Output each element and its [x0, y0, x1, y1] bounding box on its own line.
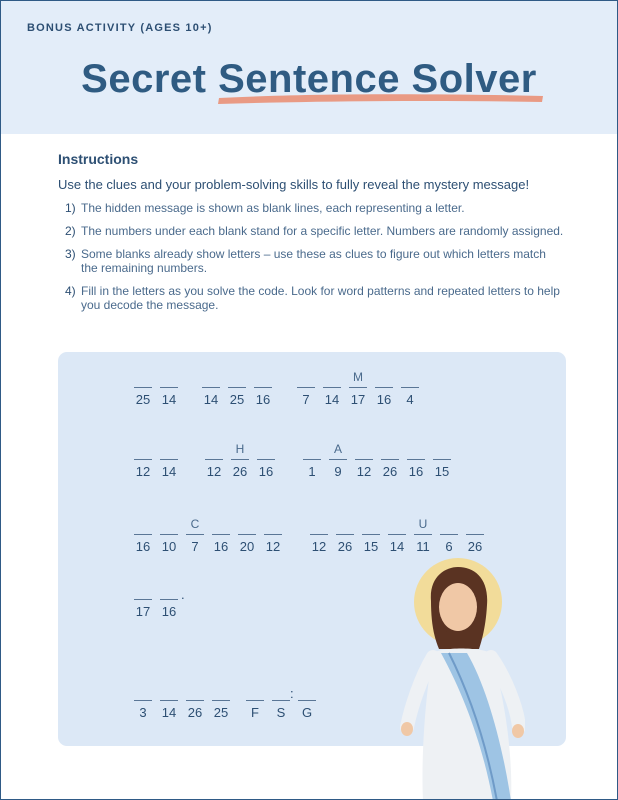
code-number: 16 — [258, 464, 274, 479]
code-number: 25 — [229, 392, 245, 407]
blank-line — [362, 534, 380, 535]
blank-line — [134, 459, 152, 460]
blank-line — [297, 387, 315, 388]
blank-line — [134, 700, 152, 701]
code-number: 15 — [434, 464, 450, 479]
code-number: 7 — [191, 539, 199, 554]
blank-line — [228, 387, 246, 388]
blank-line — [134, 534, 152, 535]
code-number: 12 — [135, 464, 151, 479]
blank-line — [160, 459, 178, 460]
blank-line — [231, 459, 249, 460]
blank-line — [134, 599, 152, 600]
code-number: 15 — [363, 539, 379, 554]
blank-line — [238, 534, 256, 535]
code-number: F — [251, 705, 259, 720]
jesus-illustration-icon — [395, 557, 525, 800]
code-number: 26 — [382, 464, 398, 479]
blank-line — [466, 534, 484, 535]
code-number: 7 — [302, 392, 310, 407]
revealed-letter: A — [333, 442, 342, 456]
code-number: 16 — [135, 539, 151, 554]
code-number: 16 — [376, 392, 392, 407]
code-number: 26 — [337, 539, 353, 554]
code-number: 3 — [139, 705, 147, 720]
code-number: 26 — [232, 464, 248, 479]
blank-line — [264, 534, 282, 535]
code-number: 26 — [187, 705, 203, 720]
blank-line — [272, 700, 290, 701]
instruction-step: 1) The hidden message is shown as blank lines, each representing a letter. — [65, 201, 465, 215]
blank-line — [246, 700, 264, 701]
code-number: 12 — [265, 539, 281, 554]
period-mark: . — [181, 587, 185, 602]
code-number: 11 — [416, 539, 430, 554]
blank-line — [401, 387, 419, 388]
code-number: 16 — [408, 464, 424, 479]
blank-line — [186, 700, 204, 701]
instruction-step: 2) The numbers under each blank stand for a specific letter. Numbers are randomly assigned. — [65, 224, 564, 238]
instructions-heading: Instructions — [58, 151, 139, 167]
revealed-letter: C — [190, 517, 200, 531]
blank-line — [303, 459, 321, 460]
code-number: 17 — [135, 604, 151, 619]
blank-line — [134, 387, 152, 388]
blank-line — [254, 387, 272, 388]
code-number: 14 — [389, 539, 405, 554]
blank-line — [381, 459, 399, 460]
blank-line — [160, 534, 178, 535]
blank-line — [433, 459, 451, 460]
instruction-step: 4) Fill in the letters as you solve the code. Look for word patterns and repeated letters to help you decode the message. — [65, 284, 560, 312]
revealed-letter: M — [353, 370, 363, 384]
blank-line — [160, 387, 178, 388]
code-number: 25 — [213, 705, 229, 720]
blank-line — [298, 700, 316, 701]
blank-line — [407, 459, 425, 460]
code-number: 20 — [239, 539, 255, 554]
code-number: S — [276, 705, 286, 720]
blank-line — [375, 387, 393, 388]
code-number: 9 — [334, 464, 342, 479]
revealed-letter: H — [235, 442, 245, 456]
code-number: 14 — [161, 464, 177, 479]
code-number: 26 — [467, 539, 483, 554]
code-number: 12 — [356, 464, 372, 479]
blank-line — [212, 700, 230, 701]
instructions-intro: Use the clues and your problem-solving skills to fully reveal the mystery message! — [58, 177, 530, 192]
blank-line — [202, 387, 220, 388]
instruction-steps — [65, 201, 565, 321]
code-number: 4 — [406, 392, 414, 407]
blank-line — [257, 459, 275, 460]
blank-line — [186, 534, 204, 535]
revealed-letter: U — [418, 517, 428, 531]
instruction-step: 3) Some blanks already show letters – use these as clues to figure out which letters match the remaining numbers. — [65, 247, 546, 275]
page-header — [1, 1, 617, 134]
blank-line — [349, 387, 367, 388]
blank-line — [329, 459, 347, 460]
code-number: 14 — [161, 705, 177, 720]
page-title: Secret Sentence Solver — [81, 57, 537, 101]
blank-line — [414, 534, 432, 535]
blank-line — [336, 534, 354, 535]
code-number: G — [301, 705, 313, 720]
code-number: 14 — [324, 392, 340, 407]
blank-line — [310, 534, 328, 535]
blank-line — [205, 459, 223, 460]
blank-line — [160, 599, 178, 600]
code-number: 17 — [350, 392, 366, 407]
blank-line — [160, 700, 178, 701]
code-number: 25 — [135, 392, 151, 407]
code-number: 12 — [311, 539, 327, 554]
code-number: 1 — [308, 464, 316, 479]
code-number: 16 — [161, 604, 177, 619]
bonus-activity-label: BONUS ACTIVITY (AGES 10+) — [27, 22, 213, 34]
code-number: 16 — [213, 539, 229, 554]
blank-line — [323, 387, 341, 388]
blank-line — [212, 534, 230, 535]
code-number: 14 — [161, 392, 177, 407]
code-number: 16 — [255, 392, 271, 407]
code-number: 14 — [203, 392, 219, 407]
blank-line — [355, 459, 373, 460]
code-number: 6 — [445, 539, 453, 554]
code-number: 12 — [206, 464, 222, 479]
colon-mark: : — [290, 686, 294, 701]
code-number: 10 — [161, 539, 177, 554]
blank-line — [440, 534, 458, 535]
blank-line — [388, 534, 406, 535]
